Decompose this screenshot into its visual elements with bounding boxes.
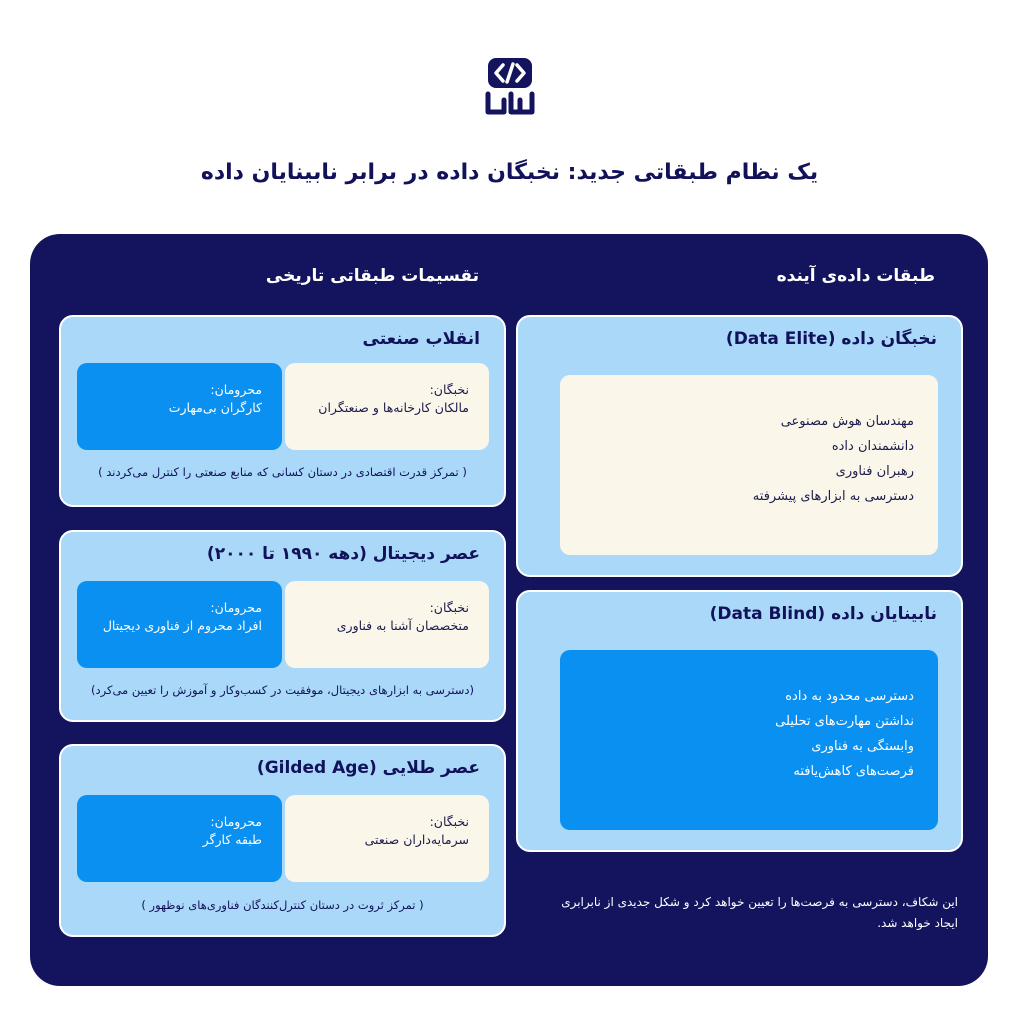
elite-value: مالکان کارخانه‌ها و صنعتگران: [318, 400, 469, 415]
era-title: عصر دیجیتال (دهه ۱۹۹۰ تا ۲۰۰۰): [206, 544, 480, 564]
deprived-label: محرومان:: [210, 600, 262, 615]
elite-value: سرمایه‌داران صنعتی: [364, 832, 469, 847]
era-title: عصر طلایی (Gilded Age): [256, 758, 480, 778]
list-item: نداشتن مهارت‌های تحلیلی: [775, 714, 914, 729]
era-card-digital-age: [59, 530, 506, 722]
data-blind-card: [516, 590, 963, 852]
deprived-value: طبقه کارگر: [202, 832, 262, 847]
list-item: رهبران فناوری: [835, 464, 914, 479]
era-note: ( تمرکز ثروت در دستان کنترل‌کنندگان فناوری‌های نوظهور ): [141, 898, 424, 912]
deprived-value: کارگران بی‌مهارت: [168, 400, 262, 415]
elite-label: نخبگان:: [429, 600, 469, 615]
list-item: دسترسی محدود به داده: [785, 689, 914, 704]
historical-divisions-heading: تقسیمات طبقاتی تاریخی: [265, 266, 479, 286]
elite-box: [285, 795, 489, 882]
deprived-box: [77, 795, 282, 882]
elite-value: متخصصان آشنا به فناوری: [336, 618, 469, 633]
list-item: دانشمندان داده: [831, 439, 914, 454]
elite-label: نخبگان:: [429, 814, 469, 829]
footnote-text: این شکاف، دسترسی به فرصت‌ها را تعیین خواهد کرد و شکل جدیدی از نابرابری ایجاد خواهد شد.: [561, 895, 958, 930]
data-elite-card: [516, 315, 963, 577]
era-card-industrial-revolution: [59, 315, 506, 507]
list-item: وابستگی به فناوری: [811, 739, 914, 754]
elite-box: [285, 363, 489, 450]
era-card-gilded-age: [59, 744, 506, 937]
data-elite-list-box: [560, 375, 938, 555]
data-elite-title: نخبگان داده (Data Elite): [725, 329, 937, 349]
elite-label: نخبگان:: [429, 382, 469, 397]
list-item: دسترسی به ابزارهای پیشرفته: [752, 489, 914, 504]
code-brackets-logo-icon: [484, 56, 536, 116]
list-item: مهندسان هوش مصنوعی: [780, 414, 914, 429]
list-item: فرصت‌های کاهش‌یافته: [793, 764, 914, 779]
era-title: انقلاب صنعتی: [362, 329, 480, 349]
data-blind-title: نابینایان داده (Data Blind): [709, 604, 937, 624]
data-blind-list: [775, 684, 914, 784]
data-elite-list: [753, 409, 914, 509]
page-title: یک نظام طبقاتی جدید: نخبگان داده در برابر نابینایان داده: [200, 160, 819, 185]
era-note: ( تمرکز قدرت اقتصادی در دستان کسانی که منابع صنعتی را کنترل می‌کردند ): [98, 465, 467, 479]
deprived-box: [77, 581, 282, 668]
era-note: (دسترسی به ابزارهای دیجیتال، موفقیت در کسب‌وکار و آموزش را تعیین می‌کرد): [91, 683, 474, 697]
deprived-label: محرومان:: [210, 382, 262, 397]
data-blind-list-box: [560, 650, 938, 830]
elite-box: [285, 581, 489, 668]
future-classes-heading: طبقات داده‌ی آینده: [776, 266, 935, 286]
deprived-value: افراد محروم از فناوری دیجیتال: [102, 618, 262, 633]
deprived-box: [77, 363, 282, 450]
deprived-label: محرومان:: [210, 814, 262, 829]
